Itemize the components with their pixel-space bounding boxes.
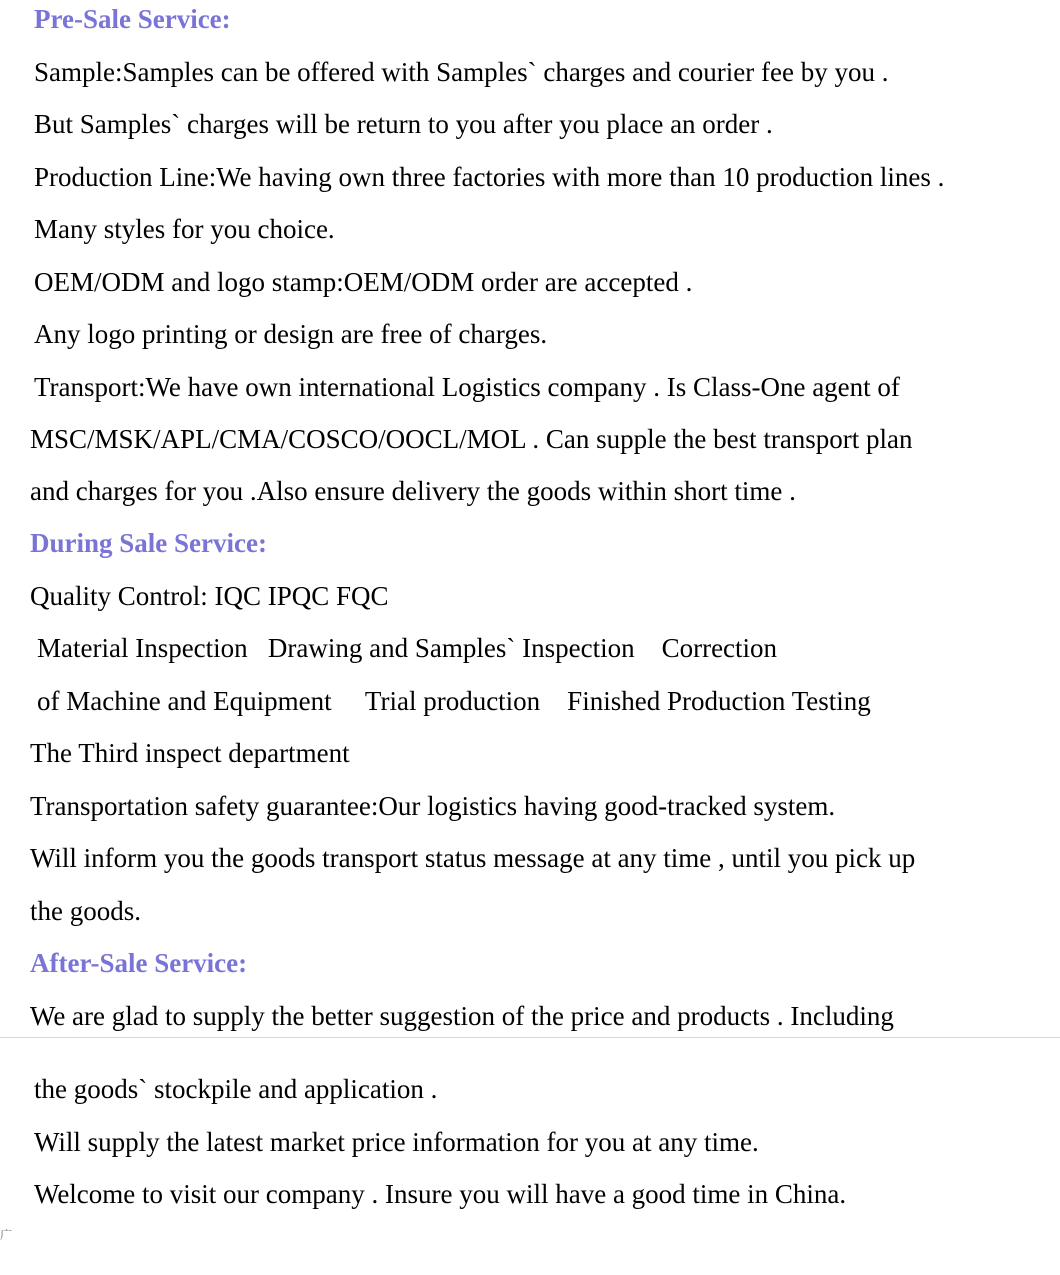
production-line-text-continued: Many styles for you choice. xyxy=(34,214,335,244)
transport-text-continued: MSC/MSK/APL/CMA/COSCO/OOCL/MOL . Can supple the best transport plan xyxy=(30,424,913,454)
transport-status-text: Will inform you the goods transport status message at any time , until you pick up xyxy=(30,843,916,873)
suggestion-text: We are glad to supply the better suggestion of the price and products . Including xyxy=(30,1001,894,1031)
sample-text-continued: But Samples` charges will be return to you after you place an order . xyxy=(34,109,773,139)
during-sale-heading: During Sale Service: xyxy=(30,528,267,558)
transport-text-final: and charges for you .Also ensure delivery the goods within short time . xyxy=(30,476,796,506)
transport-text: Transport:We have own international Logistics company . Is Class-One agent of xyxy=(34,372,900,402)
after-sale-heading: After-Sale Service: xyxy=(30,948,248,978)
inspection-steps-text-continued: of Machine and Equipment Trial production Finished Production Testing xyxy=(37,686,871,716)
sample-text: Sample:Samples can be offered with Samples` charges and courier fee by you . xyxy=(34,57,889,87)
inspection-steps-text: Material Inspection Drawing and Samples` Inspection Correction xyxy=(37,633,778,663)
welcome-text: Welcome to visit our company . Insure you will have a good time in China. xyxy=(34,1179,847,1209)
suggestion-text-continued: the goods` stockpile and application . xyxy=(34,1074,438,1104)
oem-odm-text-continued: Any logo printing or design are free of charges. xyxy=(34,319,548,349)
market-price-text: Will supply the latest market price information for you at any time. xyxy=(34,1127,759,1157)
production-line-text: Production Line:We having own three factories with more than 10 production lines . xyxy=(34,162,945,192)
transport-status-text-continued: the goods. xyxy=(30,896,141,926)
page-divider xyxy=(0,1037,1060,1038)
oem-odm-text: OEM/ODM and logo stamp:OEM/ODM order are accepted . xyxy=(34,267,693,297)
corner-mark: 广 xyxy=(0,1228,13,1242)
third-inspect-text: The Third inspect department xyxy=(30,738,350,768)
quality-control-text: Quality Control: IQC IPQC FQC xyxy=(30,581,389,611)
transportation-safety-text: Transportation safety guarantee:Our logistics having good-tracked system. xyxy=(30,791,836,821)
pre-sale-heading: Pre-Sale Service: xyxy=(34,4,231,34)
